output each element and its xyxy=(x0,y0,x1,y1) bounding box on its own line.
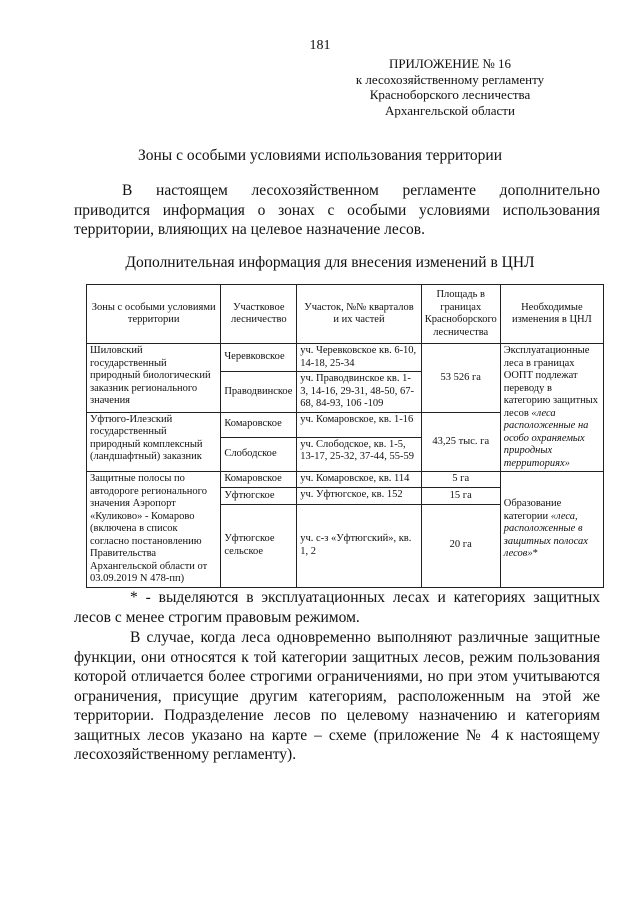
area-cell: 15 га xyxy=(421,488,500,504)
changes-cell xyxy=(500,344,603,472)
area-cell: 5 га xyxy=(421,472,500,488)
footnote-mark: * xyxy=(532,548,538,559)
zone-cell: Защитные полосы по автодороге регионального значения Аэропорт «Куликово» - Комарово (включена в список согласно постановлению Правительства Архангельской области от 03.09.2019 N 478-пп) xyxy=(87,472,221,588)
plot-cell: уч. Черевковское кв. 6-10, 14-18, 25-34 xyxy=(297,344,421,372)
appendix-line-3: Красноборского лесничества xyxy=(369,87,531,102)
area-cell: 53 526 га xyxy=(421,344,500,413)
plot-cell: уч. с-з «Уфтюгский», кв. 1, 2 xyxy=(297,504,421,587)
zone-cell: Шиловский государственный природный биологический заказник регионального значения xyxy=(87,344,221,413)
forestry-cell: Праводвинское xyxy=(221,372,297,413)
body-paragraph: В случае, когда леса одновременно выполняют различные защитные функции, они относятся к той категории защитных лесов, режим пользования которой отличается более строгими ограничениями, но при этом учитываются ограничения, присущие другим категориям, расположенным на этой же территории. Подразделение лесов по целевому назначению и категориям защитных лесов указано на карте – схеме (приложение № 4 к настоящему лесохозяйственному регламенту). xyxy=(74,629,600,763)
forestry-cell: Черевковское xyxy=(221,344,297,372)
table-row xyxy=(87,344,604,372)
footnote-paragraph: * - выделяются в эксплуатационных лесах и категориях защитных лесов с менее строгим правовым режимом. xyxy=(74,589,600,626)
forestry-cell: Уфтюгское сельское xyxy=(221,504,297,587)
plot-cell: уч. Комаровское, кв. 1-16 xyxy=(297,412,421,437)
table-row xyxy=(87,472,604,488)
changes-text: Эксплуатационные леса в границах ООПТ подлежат переводу в категорию защитных лесов xyxy=(503,345,598,419)
header-zone: Зоны с особыми условиями территории xyxy=(87,285,221,344)
table-header-row xyxy=(87,285,604,344)
changes-category: «леса расположенные на особо охраняемых природных территориях» xyxy=(503,407,589,469)
changes-category: «леса, расположенные в защитных полосах лесов» xyxy=(503,510,588,559)
plot-cell: уч. Уфтюгское, кв. 152 xyxy=(297,488,421,504)
area-cell: 20 га xyxy=(421,504,500,587)
zone-cell: Уфтюго-Илезский государственный природный комплексный (ландшафтный) заказник xyxy=(87,412,221,472)
zones-table xyxy=(86,284,604,588)
appendix-header xyxy=(300,56,600,118)
changes-text: Образование категории xyxy=(503,498,562,522)
header-plot: Участок, №№ кварталов и их частей xyxy=(297,285,421,344)
plot-cell: уч. Праводвинское кв. 1-3, 14-16, 29-31, 48-50, 67-68, 84-93, 106 -109 xyxy=(297,372,421,413)
forestry-cell: Слободское xyxy=(221,437,297,471)
page-number: 181 xyxy=(309,38,331,53)
plot-cell: уч. Слободское, кв. 1-5, 13-17, 25-32, 37-44, 55-59 xyxy=(297,437,421,471)
changes-cell xyxy=(500,472,603,588)
table-caption: Дополнительная информация для внесения изменений в ЦНЛ xyxy=(125,254,535,271)
appendix-line-1: ПРИЛОЖЕНИЕ № 16 xyxy=(388,56,512,71)
header-area: Площадь в границах Красноборского лесничества xyxy=(421,285,500,344)
section-title: Зоны с особыми условиями использования территории xyxy=(137,147,503,164)
forestry-cell: Комаровское xyxy=(221,472,297,488)
area-cell: 43,25 тыс. га xyxy=(421,412,500,472)
header-forestry: Участковое лесничество xyxy=(221,285,297,344)
header-changes: Необходимые изменения в ЦНЛ xyxy=(500,285,603,344)
forestry-cell: Комаровское xyxy=(221,412,297,437)
forestry-cell: Уфтюгское xyxy=(221,488,297,504)
appendix-line-2: к лесохозяйственному регламенту xyxy=(355,71,545,87)
plot-cell: уч. Комаровское, кв. 114 xyxy=(297,472,421,488)
intro-paragraph: В настоящем лесохозяйственном регламенте дополнительно приводится информация о зонах с особыми условиями использования территории, влияющих на целевое назначение лесов. xyxy=(74,182,600,238)
appendix-line-4: Архангельской области xyxy=(385,102,515,118)
